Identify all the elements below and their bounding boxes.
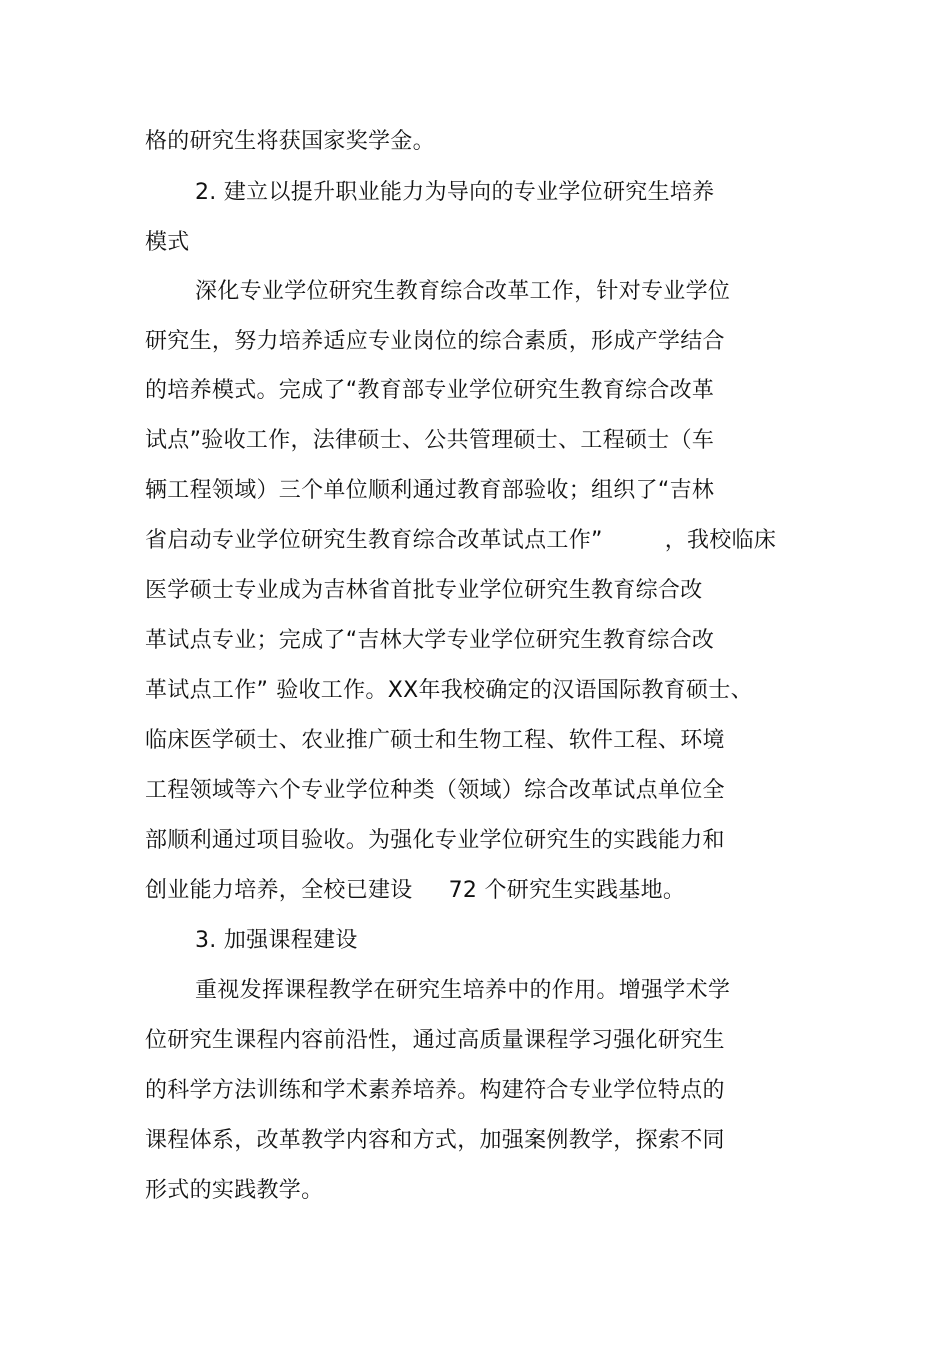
text-line xyxy=(145,676,753,706)
text-segment: 72 个研究生实践基地。 xyxy=(448,878,686,903)
text-line: 形式的实践教学。 xyxy=(145,1178,324,1203)
text-line: 位研究生课程内容前沿性，通过高质量课程学习强化研究生 xyxy=(145,1028,725,1053)
text-segment: 省启动专业学位研究生教育综合改革试点工作” xyxy=(145,528,603,553)
text-segment: ，我校临床 xyxy=(664,528,777,553)
paragraph-start: 深化专业学位研究生教育综合改革工作，针对专业学位 xyxy=(195,279,731,304)
text-segment: 创业能力培养，全校已建设 xyxy=(145,878,413,903)
text-line: 课程体系，改革教学内容和方式，加强案例教学，探索不同 xyxy=(145,1128,725,1153)
text-segment: 验收工作。XX年我校确定的汉语国际教育硕士、 xyxy=(276,678,753,703)
text-line xyxy=(145,876,685,906)
section-heading-2: 2. 建立以提升职业能力为导向的专业学位研究生培养 xyxy=(195,180,715,205)
text-line: 临床医学硕士、农业推广硕士和生物工程、软件工程、环境 xyxy=(145,728,725,753)
text-line: 研究生，努力培养适应专业岗位的综合素质，形成产学结合 xyxy=(145,329,725,354)
text-line: 的科学方法训练和学术素养培养。构建符合专业学位特点的 xyxy=(145,1078,725,1103)
text-line: 部顺利通过项目验收。为强化专业学位研究生的实践能力和 xyxy=(145,828,725,853)
text-line: 辆工程领域）三个单位顺利通过教育部验收；组织了“吉林 xyxy=(145,478,715,503)
text-segment: 革试点工作” xyxy=(145,678,269,703)
text-line: 格的研究生将获国家奖学金。 xyxy=(145,129,435,154)
text-line: 医学硕士专业成为吉林省首批专业学位研究生教育综合改 xyxy=(145,578,703,603)
text-line: 模式 xyxy=(145,230,190,255)
text-line: 革试点专业；完成了“吉林大学专业学位研究生教育综合改 xyxy=(145,628,715,653)
paragraph-start: 重视发挥课程教学在研究生培养中的作用。增强学术学 xyxy=(195,978,731,1003)
text-line: 试点”验收工作，法律硕士、公共管理硕士、工程硕士（车 xyxy=(145,428,715,453)
section-heading-3: 3. 加强课程建设 xyxy=(195,928,358,953)
text-line: 工程领域等六个专业学位种类（领域）综合改革试点单位全 xyxy=(145,778,725,803)
text-line: 的培养模式。完成了“教育部专业学位研究生教育综合改革 xyxy=(145,378,715,403)
text-line xyxy=(145,526,776,556)
